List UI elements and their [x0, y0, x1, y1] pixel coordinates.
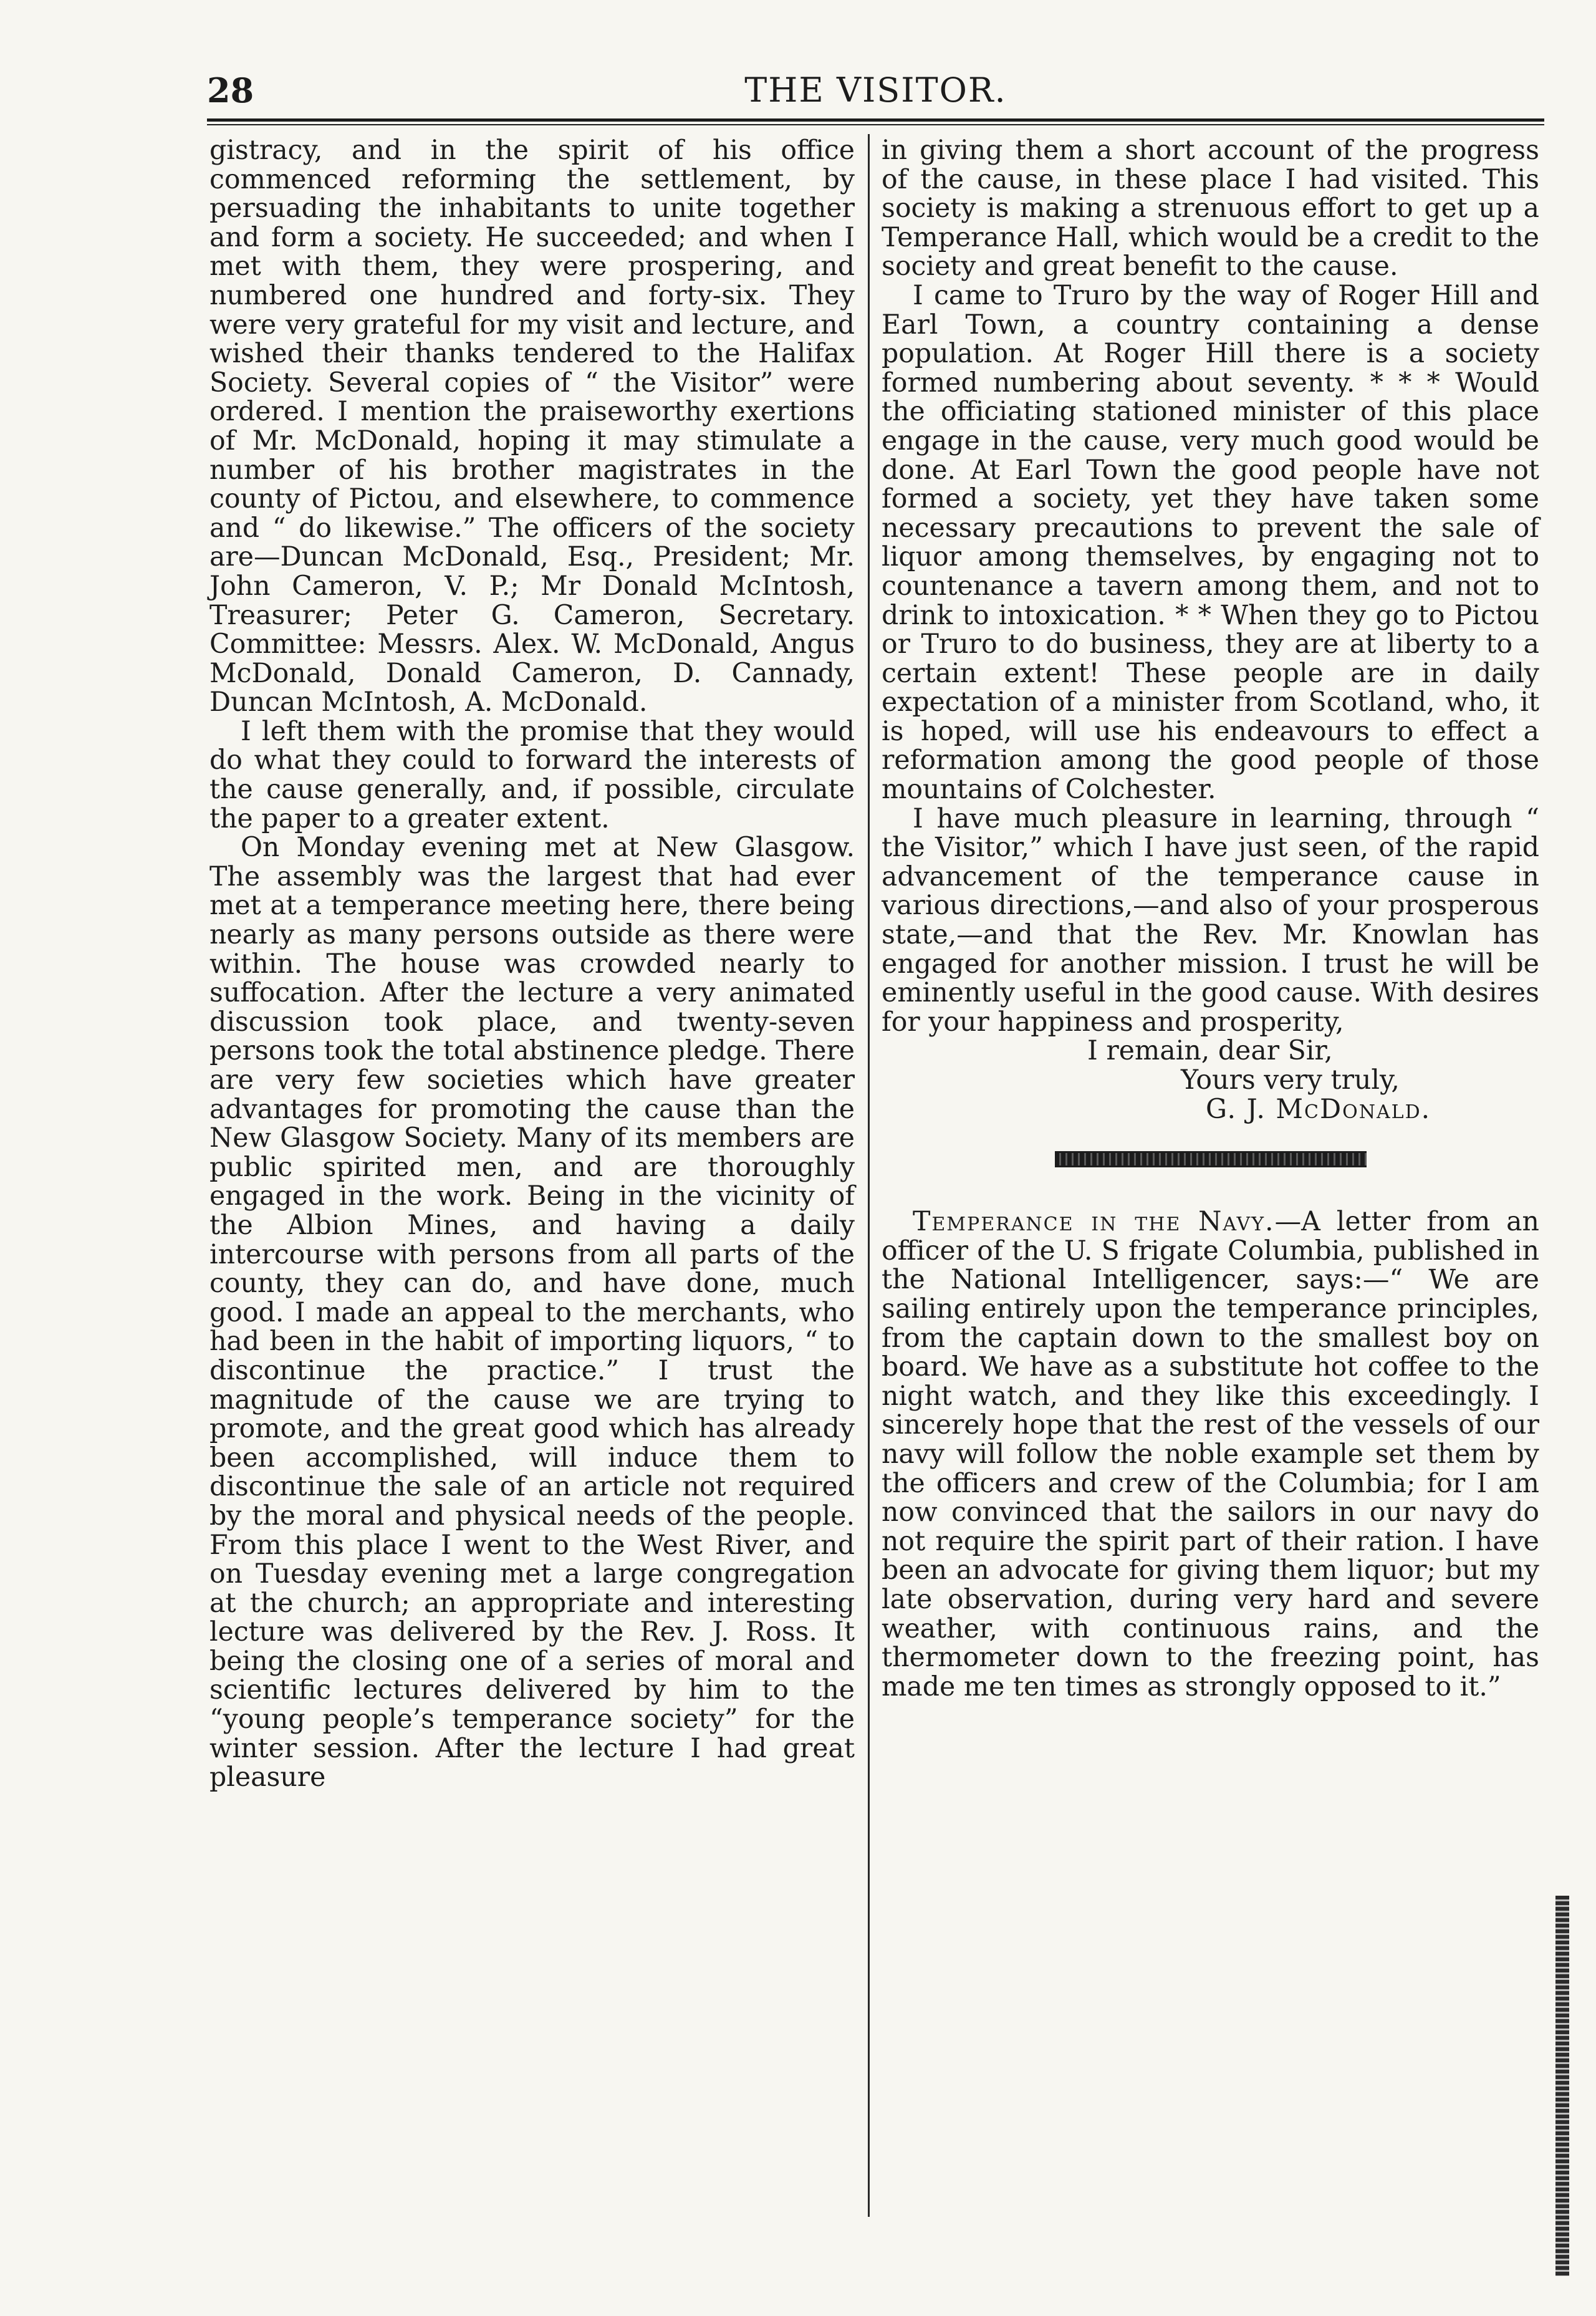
right-column	[882, 136, 1539, 1701]
page-number: 28	[207, 70, 254, 110]
left-paragraph-2: I left them with the promise that they would do what they could to forward the interests of the cause generally, and, if possible, circulate the paper to a greater extent.	[209, 715, 855, 834]
navy-article-body: —A letter from an officer of the U. S frigate Columbia, published in the National Intelligencer, says:—“ We are sailing entirely upon the temperance principles, from the captain down to the smallest boy on board. We have as a substitute hot coffee to the night watch, and they like this exceedingly. I sincerely hope that the rest of the vessels of our navy will follow the noble example set them by the officers and crew of the Columbia; for I am now convinced that the sailors in our navy do not require the spirit part of their ration. I have been an advocate for giving them liquor; but my late observation, during very hard and severe weather, with continuous rains, and the thermometer down to the freezing point, has made me ten times as strongly opposed to it.”	[882, 1206, 1539, 1702]
letter-valediction: Yours very truly,	[1181, 1064, 1400, 1096]
section-ornament-rule	[1055, 1151, 1367, 1167]
navy-article-heading: Temperance in the Navy.	[913, 1206, 1275, 1238]
running-title: THE VISITOR.	[744, 70, 1007, 110]
left-paragraph-3: On Monday evening met at New Glasgow. The assembly was the largest that had ever met at a temperance meeting here, there being nearly as many persons outside as there were within. The house was crowded nearly to suffocation. After the lecture a very animated discussion took place, and twenty-seven persons took the total abstinence pledge. There are very few societies which have greater advantages for promoting the cause than the New Glasgow Society. Many of its members are public spirited men, and are thoroughly engaged in the work. Being in the vicinity of the Albion Mines, and having a daily intercourse with persons from all parts of the county, they can do, and have done, much good. I made an appeal to the merchants, who had been in the habit of importing liquors, “ to discontinue the practice.” I trust the magnitude of the cause we are trying to promote, and the great good which has already been accomplished, will induce them to discontinue the sale of an article not required by the moral and physical needs of the people. From this place I went to the West River, and on Tuesday evening met a large congregation at the church; an appropriate and interesting lecture was delivered by the Rev. J. Ross. It being the closing one of a series of moral and scientific lectures delivered by him to the “young people’s temperance society” for the winter session. After the lecture I had great pleasure	[209, 832, 855, 1793]
left-paragraph-1: gistracy, and in the spirit of his office commenced reforming the settlement, by persuading the inhabitants to unite together and form a society. He succeeded; and when I met with them, they were prospering, and numbered one hundred and forty-six. They were very grateful for my visit and lecture, and wished their thanks tendered to the Halifax Society. Several copies of “ the Visitor” were ordered. I mention the praiseworthy exertions of Mr. McDonald, hoping it may stimulate a number of his brother magistrates in the county of Pictou, and elsewhere, to commence and “ do likewise.” The officers of the society are—Duncan McDonald, Esq., President; Mr. John Cameron, V. P.; Mr Donald McIntosh, Treasurer; Peter G. Cameron, Secretary. Committee: Messrs. Alex. W. McDonald, Angus McDonald, Donald Cameron, D. Cannady, Duncan McIntosh, A. McDonald.	[209, 135, 855, 718]
left-column	[209, 136, 855, 1792]
letter-signoff	[882, 1036, 1539, 1124]
scan-edge-mark	[1555, 1896, 1569, 2276]
right-paragraph-2: I came to Truro by the way of Roger Hill and Earl Town, a country containing a dense population. At Roger Hill there is a society formed numbering about seventy. * * * Would the officiating stationed minister of this place engage in the cause, very much good would be done. At Earl Town the good people have not formed a society, yet they have taken some necessary precautions to prevent the sale of liquor among themselves, by engaging not to countenance a tavern among them, and not to drink to intoxication. * * When they go to Pictou or Truro to do business, they are at liberty to a certain extent! These people are in daily expectation of a minister from Scotland, who, it is hoped, will use his endeavours to effect a reformation among the good people of those mountains of Colchester.	[882, 279, 1539, 806]
navy-article	[882, 1207, 1539, 1701]
letter-closing: I remain, dear Sir,	[1087, 1035, 1333, 1067]
header-rule	[207, 118, 1544, 125]
letter-signature: G. J. McDonald.	[1206, 1093, 1431, 1125]
right-paragraph-1: in giving them a short account of the progress of the cause, in these place I had visited. This society is making a strenuous effort to get up a Temperance Hall, which would be a credit to the society and great benefit to the cause.	[882, 135, 1539, 282]
column-divider	[868, 134, 870, 2217]
right-paragraph-3: I have much pleasure in learning, through “ the Visitor,” which I have just seen, of the rapid advancement of the temperance cause in various directions,—and also of your prosperous state,—and that the Rev. Mr. Knowlan has engaged for another mission. I trust he will be eminently useful in the good cause. With desires for your happiness and prosperity,	[882, 803, 1539, 1038]
page-header	[207, 69, 1544, 112]
